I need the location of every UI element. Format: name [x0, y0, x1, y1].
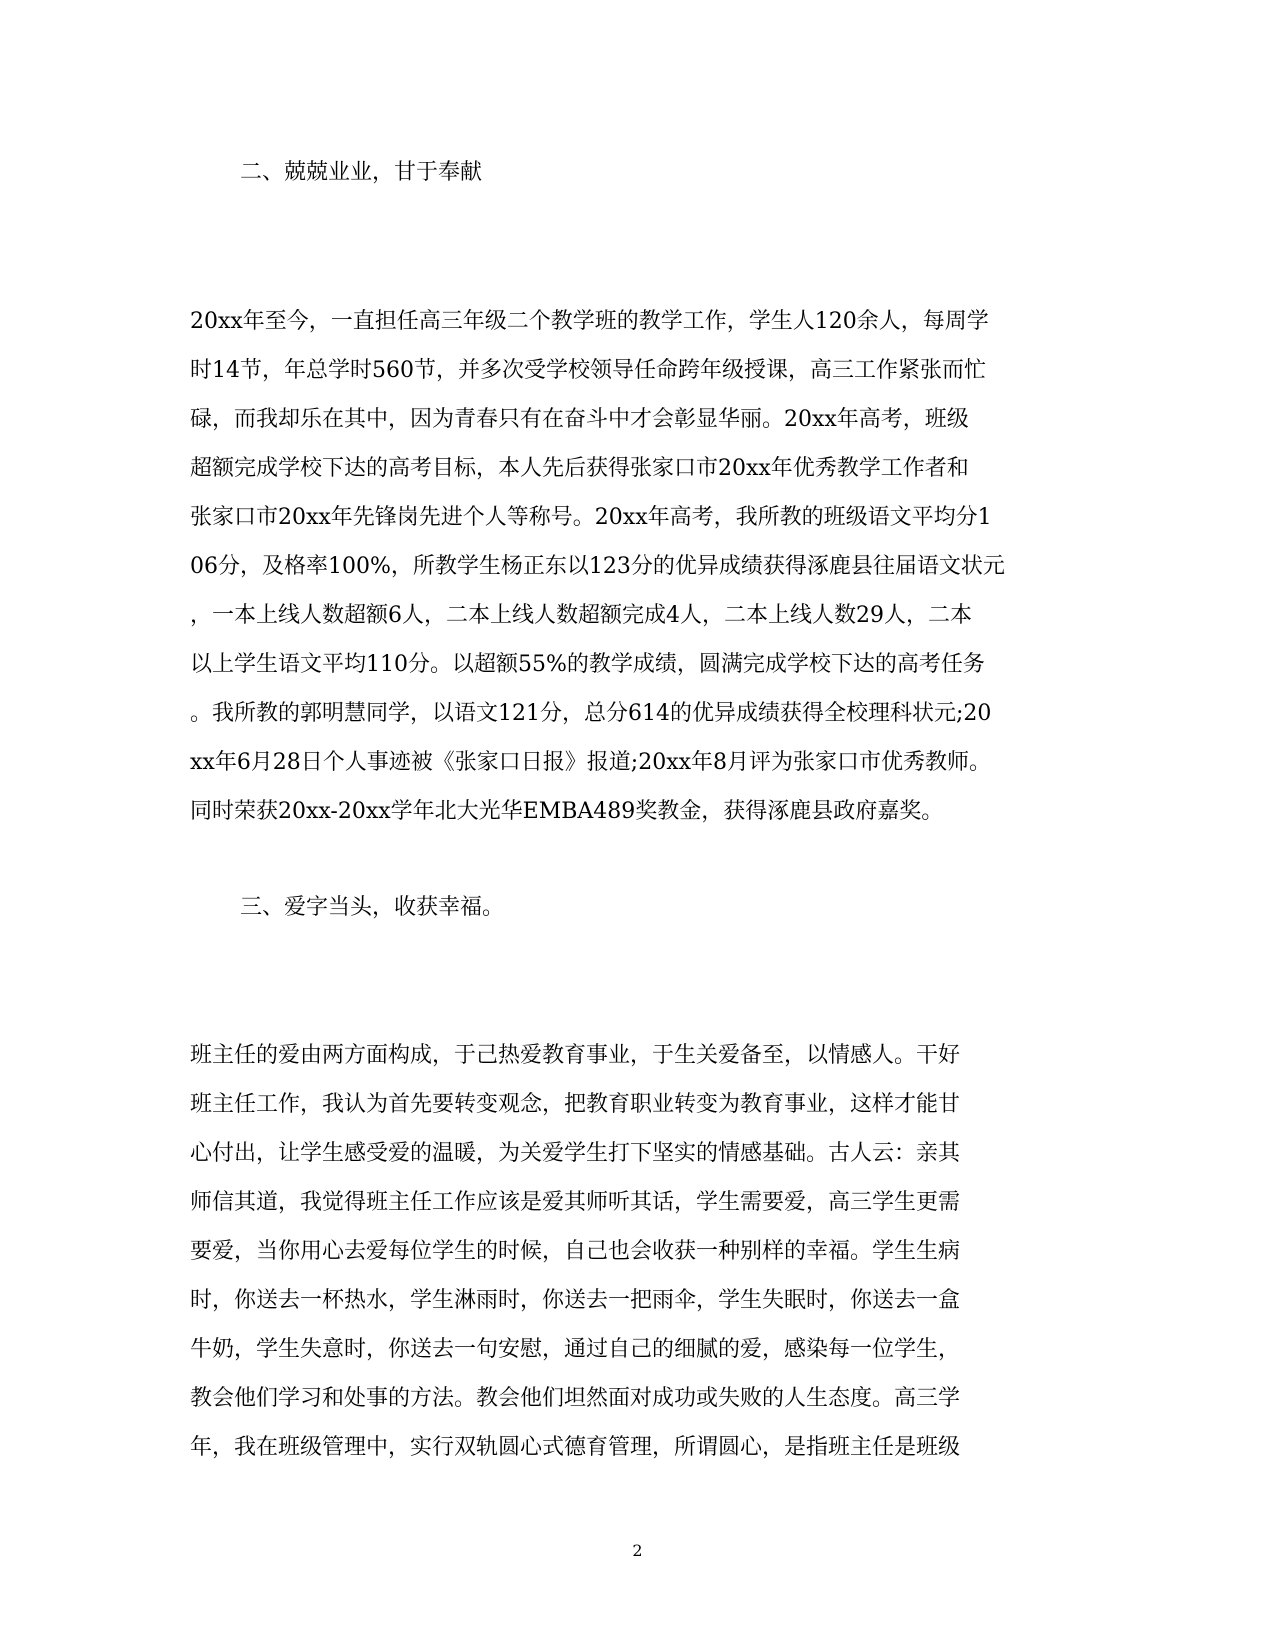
section-3-paragraph	[190, 1031, 1090, 1472]
paragraph-line: 心付出，让学生感受爱的温暖，为关爱学生打下坚实的情感基础。古人云：亲其	[190, 1141, 961, 1166]
paragraph-line: 超额完成学校下达的高考目标，本人先后获得张家口市20xx年优秀教学工作者和	[190, 456, 969, 481]
paragraph-line: 要爱，当你用心去爱每位学生的时候，自己也会收获一种别样的幸福。学生生病	[190, 1239, 961, 1264]
section-2-paragraph	[190, 297, 1090, 836]
paragraph-line: 碌，而我却乐在其中，因为青春只有在奋斗中才会彰显华丽。20xx年高考，班级	[190, 407, 969, 432]
paragraph-line: 以上学生语文平均110分。以超额55%的教学成绩，圆满完成学校下达的高考任务	[190, 652, 985, 677]
paragraph-line: xx年6月28日个人事迹被《张家口日报》报道;20xx年8月评为张家口市优秀教师。	[190, 750, 992, 775]
paragraph-line: 。我所教的郭明慧同学，以语文121分，总分614的优异成绩获得全校理科状元;20	[190, 701, 992, 726]
paragraph-line: ，一本上线人数超额6人，二本上线人数超额完成4人，二本上线人数29人，二本	[190, 603, 972, 628]
paragraph-line: 20xx年至今，一直担任高三年级二个教学班的教学工作，学生人120余人，每周学	[190, 309, 989, 334]
section-heading-3: 三、爱字当头，收获幸福。	[240, 895, 505, 920]
paragraph-line: 师信其道，我觉得班主任工作应该是爱其师听其话，学生需要爱，高三学生更需	[190, 1190, 961, 1215]
paragraph-line: 年，我在班级管理中，实行双轨圆心式德育管理，所谓圆心，是指班主任是班级	[190, 1435, 961, 1460]
section-heading-2: 二、兢兢业业，甘于奉献	[240, 160, 483, 185]
paragraph-line: 教会他们学习和处事的方法。教会他们坦然面对成功或失败的人生态度。高三学	[190, 1386, 961, 1411]
paragraph-line: 时14节，年总学时560节，并多次受学校领导任命跨年级授课，高三工作紧张而忙	[190, 358, 986, 383]
paragraph-line: 张家口市20xx年先锋岗先进个人等称号。20xx年高考，我所教的班级语文平均分1	[190, 505, 992, 530]
paragraph-line: 06分，及格率100%，所教学生杨正东以123分的优异成绩获得涿鹿县往届语文状元	[190, 554, 1005, 579]
paragraph-line: 班主任的爱由两方面构成，于己热爱教育事业，于生关爱备至，以情感人。干好	[190, 1043, 961, 1068]
paragraph-line: 同时荣获20xx-20xx学年北大光华EMBA489奖教金，获得涿鹿县政府嘉奖。	[190, 799, 944, 824]
paragraph-line: 时，你送去一杯热水，学生淋雨时，你送去一把雨伞，学生失眠时，你送去一盒	[190, 1288, 961, 1313]
paragraph-line: 班主任工作，我认为首先要转变观念，把教育职业转变为教育事业，这样才能甘	[190, 1092, 961, 1117]
paragraph-line: 牛奶，学生失意时，你送去一句安慰，通过自己的细腻的爱，感染每一位学生，	[190, 1337, 961, 1362]
page-number: 2	[632, 1541, 643, 1560]
